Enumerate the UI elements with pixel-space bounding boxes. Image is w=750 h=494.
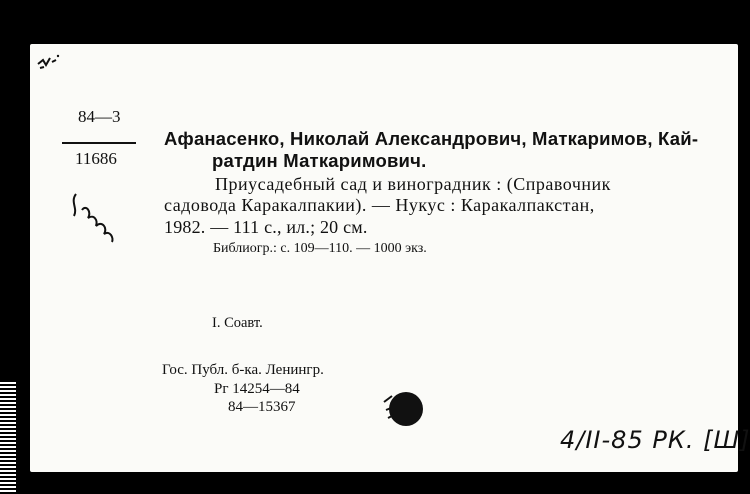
ink-mark-icon <box>34 50 64 72</box>
title-line2: садовода Каракалпакии). — Нукус : Каракалпакстан, <box>164 195 595 215</box>
author-heading-line1: Афанасенко, Николай Александрович, Маткаримов, Кай- <box>164 128 699 149</box>
tracing-entry: I. Соавт. <box>212 315 263 331</box>
ink-stamp-icon <box>382 388 424 428</box>
bibliography-note: Библиогр.: с. 109—110. — 1000 экз. <box>213 241 427 256</box>
handwritten-note: 4/II-85 РК. [Ш] <box>560 426 750 454</box>
handwritten-scribble-icon <box>68 188 132 246</box>
barcode-strip <box>0 382 16 494</box>
call-number-bottom: 11686 <box>75 149 117 168</box>
library-line2: Рг 14254—84 <box>214 381 300 397</box>
title-line1: Приусадебный сад и виноградник : (Справочник <box>215 174 611 194</box>
author-heading-line2: ратдин Маткаримович. <box>212 150 427 171</box>
library-line1: Гос. Публ. б-ка. Ленингр. <box>162 362 324 378</box>
title-line3: 1982. — 111 с., ил.; 20 см. <box>164 217 368 237</box>
library-line3: 84—15367 <box>228 399 296 415</box>
call-number-divider <box>62 142 136 144</box>
call-number-top: 84—3 <box>78 107 121 126</box>
